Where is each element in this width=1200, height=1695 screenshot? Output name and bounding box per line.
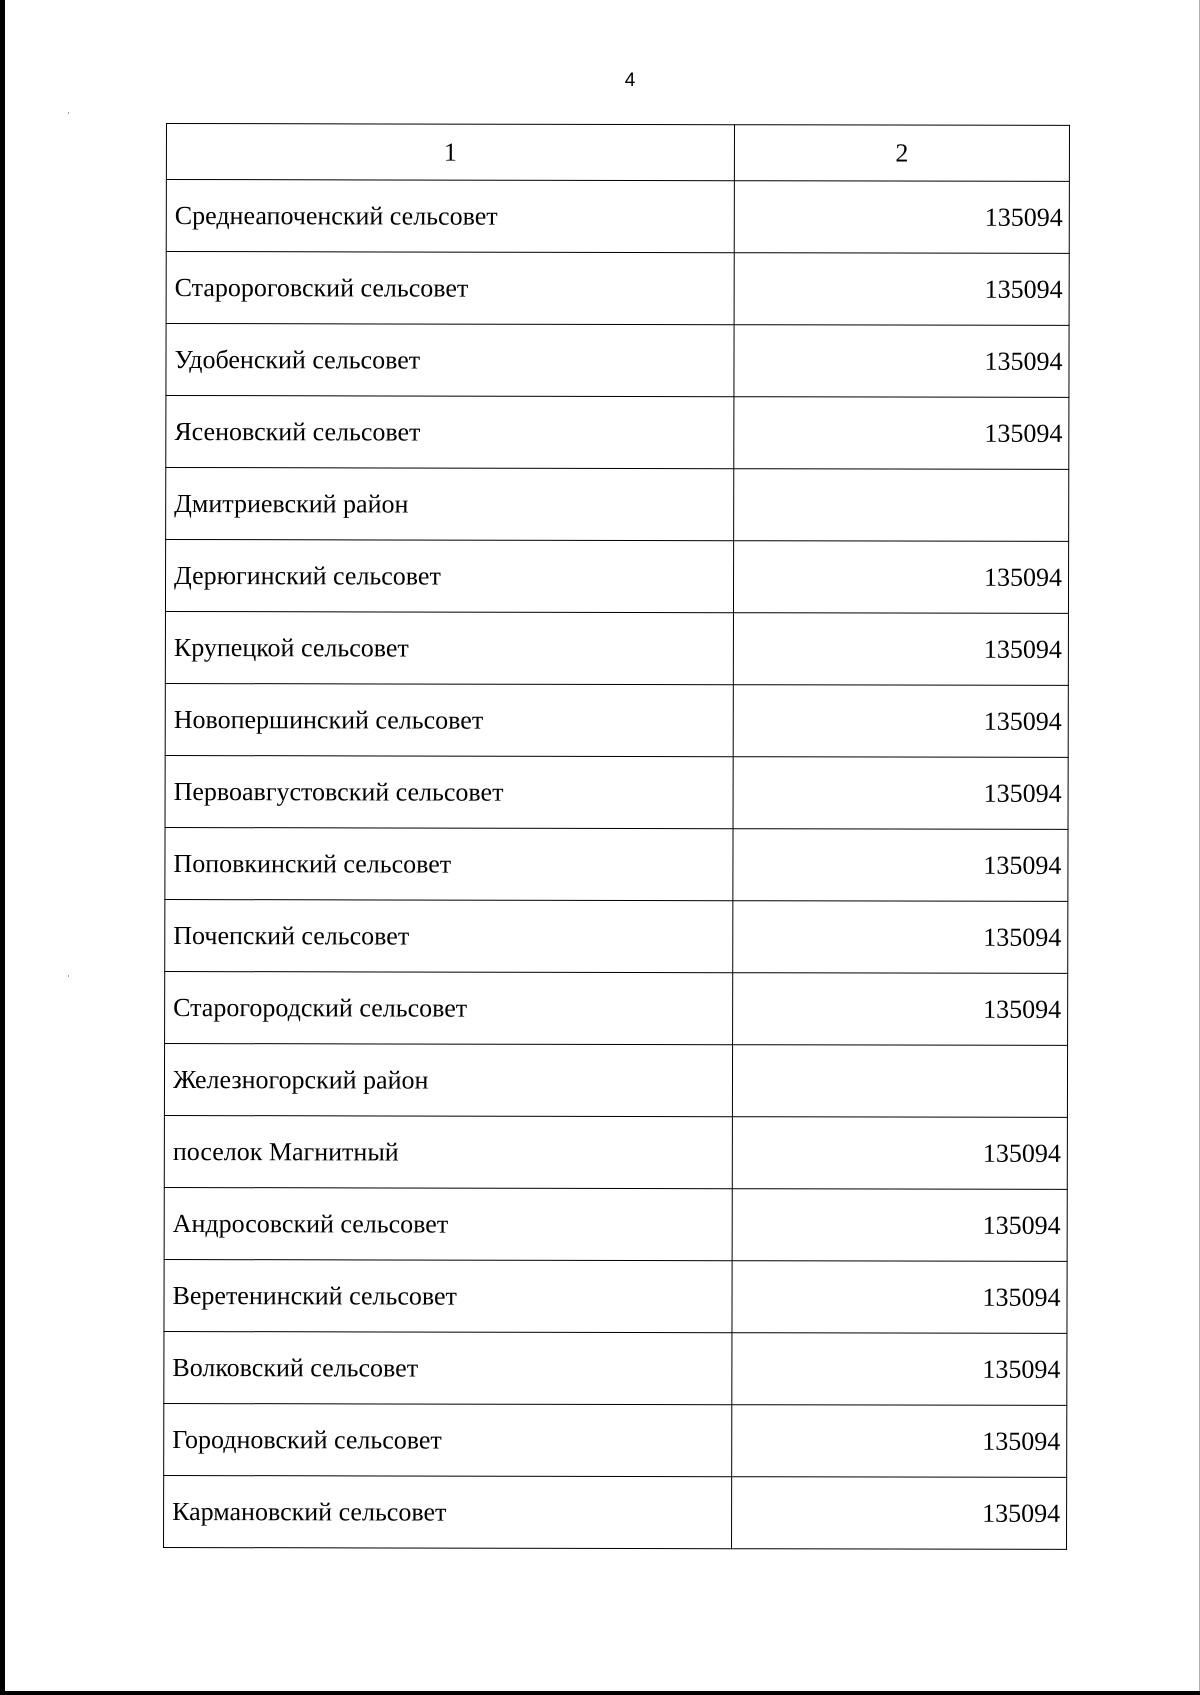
scan-edge-bottom — [0, 1691, 1200, 1695]
row-value-cell: 135094 — [732, 1261, 1067, 1334]
district-row — [164, 1043, 1067, 1117]
row-name-cell: Андросовский сельсовет — [164, 1187, 732, 1260]
row-value-cell: 135094 — [732, 1189, 1067, 1262]
table-row — [165, 612, 1068, 686]
row-value-cell: 135094 — [734, 253, 1069, 326]
row-value-cell: 135094 — [732, 1405, 1067, 1478]
row-value-cell: 135094 — [734, 397, 1069, 470]
row-value-cell: 135094 — [733, 901, 1068, 974]
scan-speck — [68, 112, 69, 114]
row-value-cell: 135094 — [732, 1477, 1067, 1550]
row-value-cell: 135094 — [733, 613, 1068, 686]
table-row — [165, 755, 1068, 829]
scan-edge-left — [0, 0, 5, 1695]
row-name-cell: Старогородский сельсовет — [165, 971, 733, 1044]
district-name-cell: Дмитриевский район — [166, 468, 734, 541]
page-number: 4 — [624, 70, 636, 91]
row-value-cell: 135094 — [733, 829, 1068, 902]
row-value-cell: 135094 — [733, 685, 1068, 758]
row-name-cell: поселок Магнитный — [164, 1115, 732, 1188]
row-name-cell: Почепский сельсовет — [165, 899, 733, 972]
row-value-cell: 135094 — [732, 1333, 1067, 1406]
row-value-cell: 135094 — [733, 541, 1068, 614]
row-name-cell: Среднеапоченский сельсовет — [166, 180, 734, 253]
table-row — [164, 1331, 1067, 1405]
row-name-cell: Городновский сельсовет — [164, 1403, 732, 1476]
table-row — [165, 827, 1068, 901]
row-name-cell: Дерюгинский сельсовет — [165, 540, 733, 613]
row-name-cell: Удобенский сельсовет — [166, 324, 734, 397]
row-name-cell: Первоавгустовский сельсовет — [165, 755, 733, 828]
row-name-cell: Поповкинский сельсовет — [165, 827, 733, 900]
table-row — [164, 1187, 1067, 1261]
column-header-2: 2 — [734, 125, 1069, 182]
table-row — [164, 1403, 1067, 1477]
row-name-cell: Новопершинский сельсовет — [165, 683, 733, 756]
row-value-cell: 135094 — [732, 1117, 1067, 1190]
table-row — [166, 252, 1069, 326]
table-row — [165, 899, 1068, 973]
row-name-cell: Ясеновский сельсовет — [166, 396, 734, 469]
row-value-cell: 135094 — [734, 325, 1069, 398]
table-row — [164, 1259, 1067, 1333]
district-name-cell: Железногорский район — [164, 1043, 732, 1116]
row-name-cell: Кармановский сельсовет — [164, 1475, 732, 1548]
row-name-cell: Старороговский сельсовет — [166, 252, 734, 325]
row-value-cell: 135094 — [733, 973, 1068, 1046]
column-header-1: 1 — [166, 124, 734, 181]
row-value-cell: 135094 — [733, 757, 1068, 830]
row-value-cell: 135094 — [734, 181, 1069, 254]
row-name-cell: Веретенинский сельсовет — [164, 1259, 732, 1332]
row-value-cell — [734, 469, 1069, 542]
scan-speck — [68, 975, 69, 977]
row-value-cell — [732, 1045, 1067, 1118]
row-name-cell: Волковский сельсовет — [164, 1331, 732, 1404]
table-row — [164, 1115, 1067, 1189]
row-name-cell: Крупецкой сельсовет — [165, 612, 733, 685]
table-row — [166, 396, 1069, 470]
table-row — [166, 324, 1069, 398]
table-row — [166, 180, 1069, 254]
district-row — [166, 468, 1069, 542]
table-row — [165, 540, 1068, 614]
table-row — [165, 971, 1068, 1045]
table-header-row — [166, 124, 1069, 182]
data-table — [163, 123, 1070, 1550]
table-row — [164, 1475, 1067, 1549]
table-row — [165, 683, 1068, 757]
